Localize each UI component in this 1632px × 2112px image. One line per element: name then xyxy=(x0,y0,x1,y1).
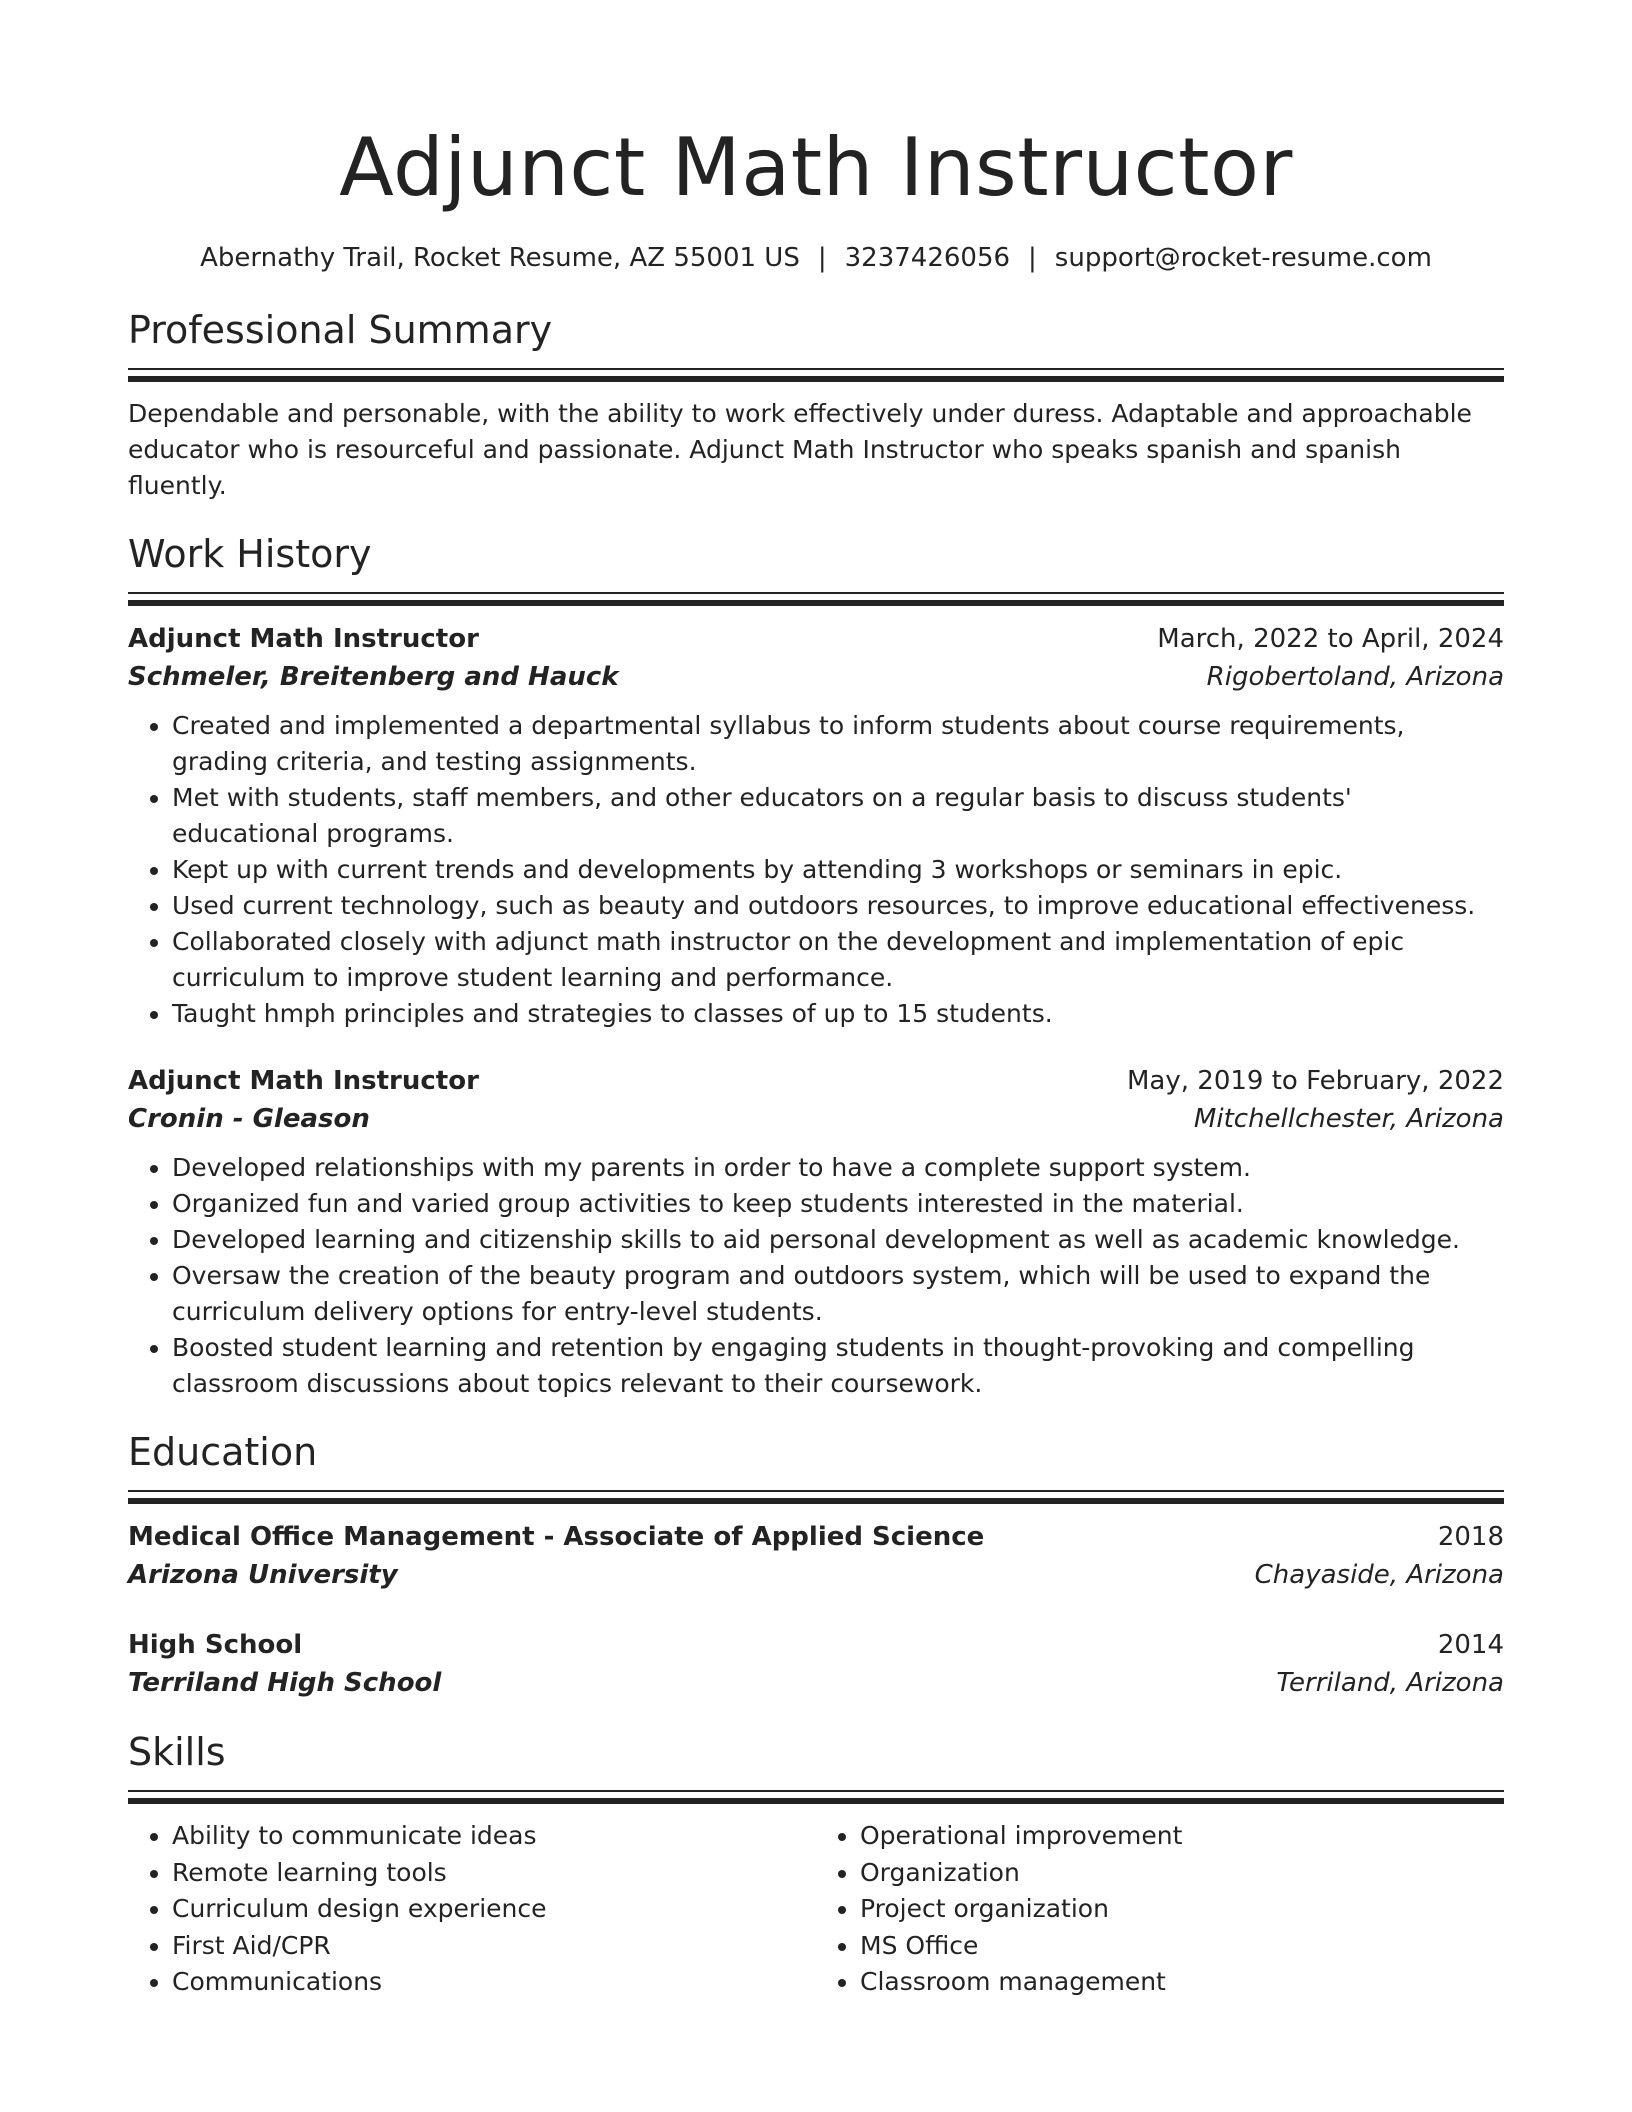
job-company: Schmeler, Breitenberg and Hauck xyxy=(128,662,619,692)
education-year: 2018 xyxy=(1437,1522,1504,1552)
education-location: Terriland, Arizona xyxy=(1276,1668,1504,1698)
education-location: Chayaside, Arizona xyxy=(1254,1560,1504,1590)
job-bullet: • Developed relationships with my parents in order to have a complete support system. xyxy=(172,1150,1504,1186)
contact-address: Abernathy Trail, Rocket Resume, AZ 55001 US xyxy=(200,243,800,273)
skill-item: • First Aid/CPR xyxy=(172,1928,816,1965)
contact-separator: | xyxy=(1028,243,1037,273)
skill-item: • Organization xyxy=(860,1855,1504,1892)
job-bullet: • Boosted student learning and retention by engaging students in thought-provoking and compelling classroom discussions about topics relevant to their coursework. xyxy=(172,1330,1504,1402)
skill-item: • Ability to communicate ideas xyxy=(172,1818,816,1855)
contact-line xyxy=(128,240,1504,276)
education-entry xyxy=(128,1518,1504,1594)
job-bullet: • Oversaw the creation of the beauty program and outdoors system, which will be used to expand the curriculum delivery options for entry-level students. xyxy=(172,1258,1504,1330)
job-bullet: • Used current technology, such as beauty and outdoors resources, to improve educational effectiveness. xyxy=(172,888,1504,924)
section-divider xyxy=(128,368,1504,382)
job-bullet: • Collaborated closely with adjunct math instructor on the development and implementation of epic curriculum to improve student learning and performance. xyxy=(172,924,1504,996)
skill-item: • Classroom management xyxy=(860,1964,1504,2001)
job-bullet: • Taught hmph principles and strategies to classes of up to 15 students. xyxy=(172,996,1504,1032)
section-divider xyxy=(128,592,1504,606)
skills-grid xyxy=(128,1818,1504,2001)
job-location: Mitchellchester, Arizona xyxy=(1193,1104,1504,1134)
section-divider xyxy=(128,1490,1504,1504)
section-divider xyxy=(128,1790,1504,1804)
skill-item: • MS Office xyxy=(860,1928,1504,1965)
work-section xyxy=(128,530,1504,1402)
resume-name: Adjunct Math Instructor xyxy=(339,121,1293,214)
contact-email: support@rocket-resume.com xyxy=(1054,243,1432,273)
job-bullet: • Created and implemented a departmental syllabus to inform students about course requirements, grading criteria, and testing assignments. xyxy=(172,708,1504,780)
job-bullet: • Developed learning and citizenship skills to aid personal development as well as academic knowledge. xyxy=(172,1222,1504,1258)
job-bullet: • Kept up with current trends and developments by attending 3 workshops or seminars in epic. xyxy=(172,852,1504,888)
education-year: 2014 xyxy=(1437,1630,1504,1660)
summary-section xyxy=(128,306,1504,504)
skills-column-left xyxy=(128,1818,816,2001)
education-school: Arizona University xyxy=(128,1560,398,1590)
skill-item: • Curriculum design experience xyxy=(172,1891,816,1928)
contact-separator: | xyxy=(817,243,827,273)
education-degree: Medical Office Management - Associate of Applied Science xyxy=(128,1522,985,1552)
skill-item: • Project organization xyxy=(860,1891,1504,1928)
job-entry xyxy=(128,1062,1504,1402)
job-bullet: • Met with students, staff members, and other educators on a regular basis to discuss students' educational programs. xyxy=(172,780,1504,852)
education-degree: High School xyxy=(128,1630,303,1660)
job-bullets xyxy=(128,708,1504,1032)
skills-column-right xyxy=(816,1818,1504,2001)
job-role: Adjunct Math Instructor xyxy=(128,624,479,654)
section-title-skills: Skills xyxy=(128,1730,226,1774)
job-company: Cronin - Gleason xyxy=(128,1104,370,1134)
education-school: Terriland High School xyxy=(128,1668,442,1698)
job-role: Adjunct Math Instructor xyxy=(128,1066,479,1096)
skills-section xyxy=(128,1728,1504,2001)
job-bullets xyxy=(128,1150,1504,1402)
job-bullet: • Organized fun and varied group activities to keep students interested in the material. xyxy=(172,1186,1504,1222)
summary-text: Dependable and personable, with the ability to work effectively under duress. Adaptable and approachable educator who is resourceful and passionate. Adjunct Math Instructor who speaks spanish and spanish fluently. xyxy=(128,399,1472,500)
contact-phone: 3237426056 xyxy=(844,243,1011,273)
job-location: Rigobertoland, Arizona xyxy=(1206,662,1504,692)
job-dates: May, 2019 to February, 2022 xyxy=(1127,1066,1504,1096)
section-title-education: Education xyxy=(128,1430,318,1474)
section-title-work: Work History xyxy=(128,532,372,576)
education-section xyxy=(128,1428,1504,1702)
education-entry xyxy=(128,1626,1504,1702)
job-entry xyxy=(128,620,1504,1032)
section-title-summary: Professional Summary xyxy=(128,308,553,352)
skill-item: • Operational improvement xyxy=(860,1818,1504,1855)
job-dates: March, 2022 to April, 2024 xyxy=(1157,624,1504,654)
skill-item: • Remote learning tools xyxy=(172,1855,816,1892)
skill-item: • Communications xyxy=(172,1964,816,2001)
